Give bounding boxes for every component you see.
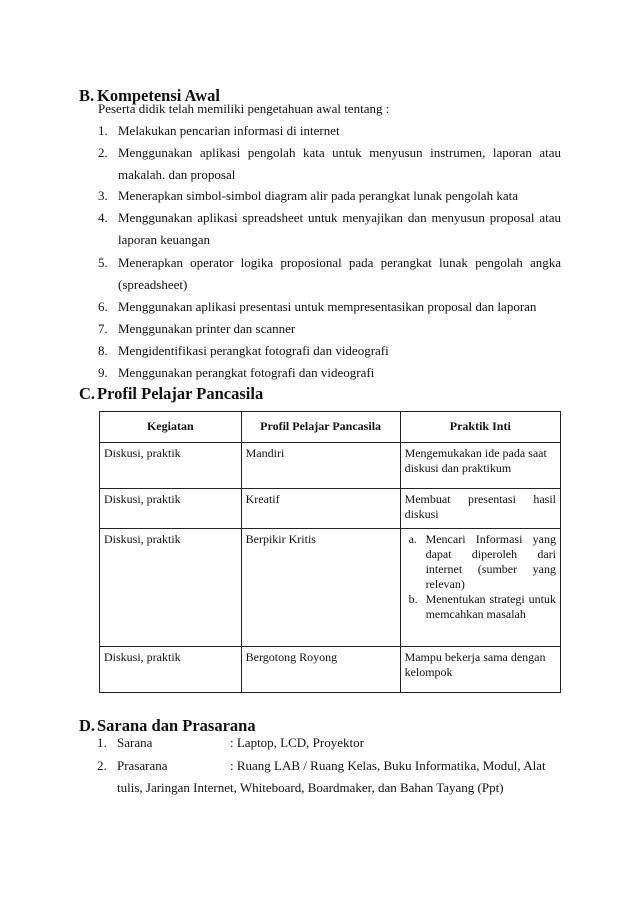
sarana-number: 1. [97, 735, 107, 750]
table-cell: Diskusi, praktik [100, 529, 242, 647]
table-row [100, 443, 561, 489]
table-row [100, 489, 561, 529]
table-cell: Mandiri [241, 443, 400, 489]
table-cell: Mampu bekerja sama dengan kelompok [400, 647, 560, 693]
table-cell [400, 529, 560, 647]
table-row [100, 529, 561, 647]
section-d-title: Sarana dan Prasarana [97, 716, 256, 735]
section-c-heading [79, 384, 263, 404]
profil-pelajar-table [99, 411, 561, 693]
prasarana-number: 2. [97, 758, 107, 773]
column-header-kegiatan: Kegiatan [100, 412, 242, 443]
column-header-praktik: Praktik Inti [400, 412, 560, 443]
section-b-letter: B. [79, 86, 95, 105]
sub-list-item: b. Menentukan strategi untuk memcahkan masalah [408, 592, 556, 621]
section-d-letter: D. [79, 716, 96, 735]
table-cell: Diskusi, praktik [100, 647, 242, 693]
column-header-profil: Profil Pelajar Pancasila [241, 412, 400, 443]
section-c-title: Profil Pelajar Pancasila [97, 384, 264, 403]
table-row [100, 647, 561, 693]
document-page: B. Kompetensi Awal Peserta didik telah memiliki pengetahuan awal tentang : 1. Melakukan pencarian informasi di internet 2. Menggunakan aplikasi pengolah kata untuk menyusun instrumen, laporan atau makalah. dan proposal 3. Menerapkan simbol-simbol diagram alir pada perangkat lunak pengolah kata 4. Menggunakan aplikasi spreadsheet untuk menyajikan dan menyusun proposal atau laporan keuangan 5. Menerapkan operator logika proposional pada perangkat lunak pengolah angka (spreadsheet) 6. Menggunakan aplikasi presentasi untuk mempresentasikan proposal dan laporan 7. Menggunakan printer dan scanner 8. Mengidentifikasi perangkat fotografi dan videografi 9. Menggunakan perangkat fotografi dan videografi C. Profil Pelajar Pancasila Kegiatan Profil Pelajar Pancasila Praktik Inti Diskusi, praktik Mandiri Mengemukakan ide pada saat diskusi dan praktikum Diskusi, praktik Kreatif Membuat presentasi hasil diskusi Diskusi, praktik Berpikir Kritis a. Mencari Informasi yang dapat diperoleh dari internet (sumber yang relevan) b. Menentukan strategi untuk memcahkan masalah Diskusi, praktik Bergotong Royong Mampu bekerja sama dengan kelompok D. Sarana dan Prasarana 1. Sarana : Laptop, LCD, Proyektor 2. Prasarana : Ruang LAB / Ruang Kelas, Buku Informatika, Modul, Alat tulis, Jaringan Internet, Whiteboard, Boardmaker, dan Bahan Tayang (Ppt) [79, 86, 561, 795]
table-cell: Berpikir Kritis [241, 529, 400, 647]
section-d-heading [79, 716, 256, 736]
section-c-letter: C. [79, 384, 96, 403]
prasarana-label: Prasarana [117, 758, 168, 773]
list-item-continuation: makalah. dan proposal [118, 167, 236, 182]
sub-list-item: a. Mencari Informasi yang dapat diperoleh dari internet (sumber yang relevan) [408, 532, 556, 591]
table-cell: Diskusi, praktik [100, 443, 242, 489]
prasarana-continuation: tulis, Jaringan Internet, Whiteboard, Boardmaker, dan Bahan Tayang (Ppt) [117, 780, 504, 795]
table-cell: Diskusi, praktik [100, 489, 242, 529]
table-header-row [100, 412, 561, 443]
list-item-continuation: laporan keuangan [118, 232, 211, 247]
table-cell: Mengemukakan ide pada saat diskusi dan praktikum [400, 443, 560, 489]
sarana-label: Sarana [117, 735, 153, 750]
section-b-title: Kompetensi Awal [97, 86, 220, 105]
list-item-continuation: (spreadsheet) [118, 277, 188, 292]
sarana-value: : Laptop, LCD, Proyektor [230, 735, 364, 750]
table-cell: Kreatif [241, 489, 400, 529]
table-cell: Bergotong Royong [241, 647, 400, 693]
section-b-intro: Peserta didik telah memiliki pengetahuan awal tentang : [98, 101, 390, 116]
table-cell: Membuat presentasi hasil diskusi [400, 489, 560, 529]
prasarana-value: : Ruang LAB / Ruang Kelas, Buku Informatika, Modul, Alat [230, 758, 546, 773]
